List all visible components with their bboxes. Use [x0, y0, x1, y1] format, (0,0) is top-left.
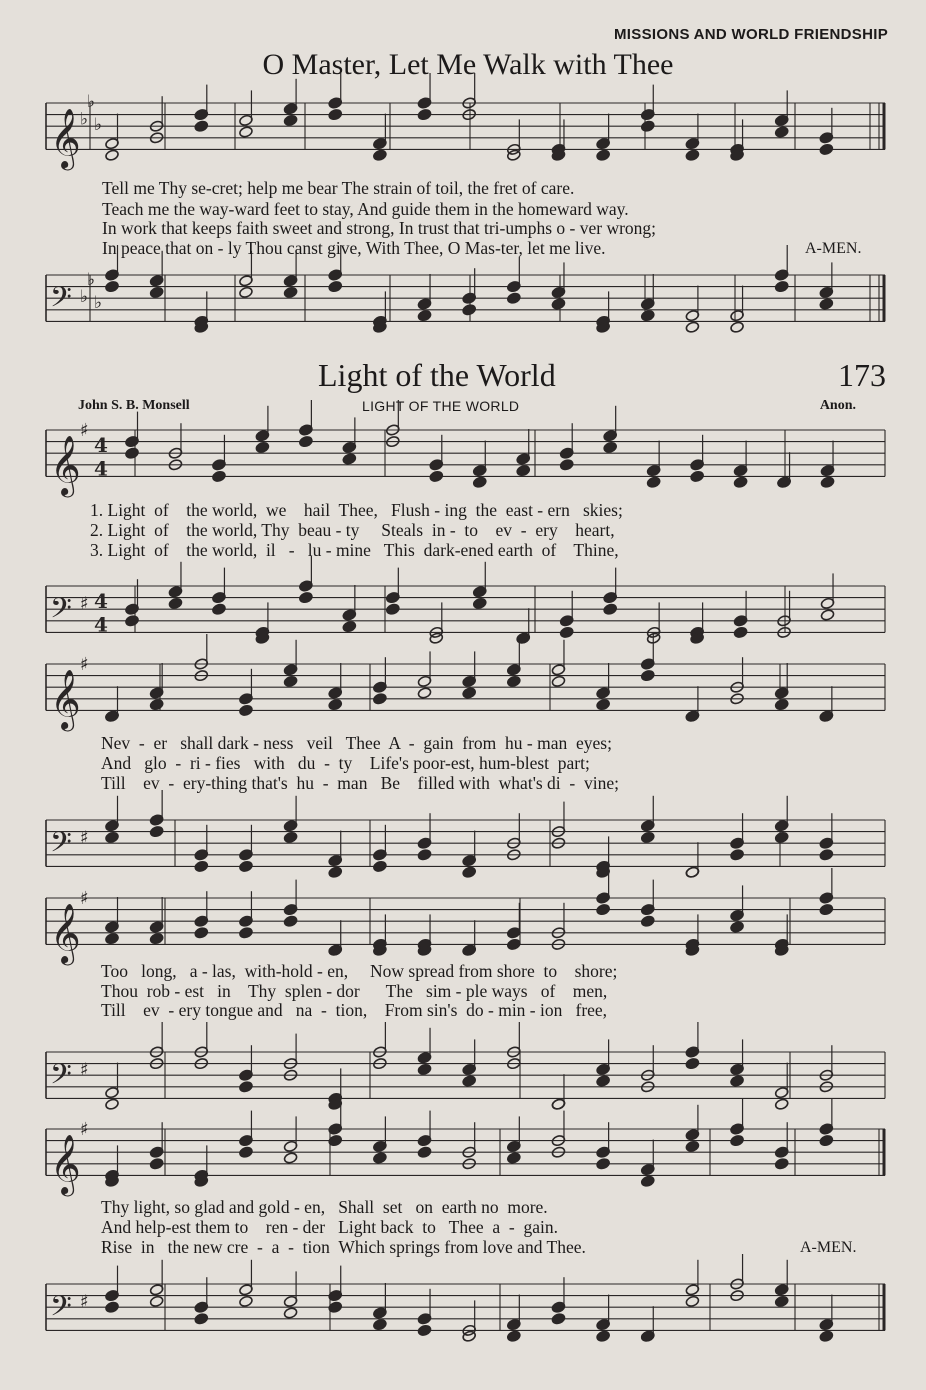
note-head [730, 921, 745, 934]
note-head [559, 626, 574, 639]
note-head [239, 860, 254, 873]
note-head [328, 698, 343, 711]
note-head [373, 693, 388, 706]
note-head [385, 603, 400, 616]
note-head [774, 1295, 789, 1308]
note-head [373, 1152, 388, 1165]
time-signature-bottom: 4 [94, 612, 108, 637]
bass-clef-icon: 𝄢 [50, 1289, 72, 1330]
note-head [283, 915, 298, 928]
note-head [328, 108, 343, 121]
previous-hymn-verse-line: Tell me Thy se-cret; help me bear The strain of toil, the fret of care. [102, 178, 575, 198]
note-head [328, 280, 343, 293]
lyric-line: Till ev - ery-thing that's hu - man Be filled with what's di - vine; [101, 773, 619, 793]
note-head [820, 476, 835, 489]
flat-icon: ♭ [87, 269, 96, 290]
note-head [342, 453, 357, 466]
note-head [373, 860, 388, 873]
note-head [328, 866, 343, 879]
note-head [640, 1175, 655, 1188]
note-head [105, 149, 120, 162]
note-head [596, 1158, 611, 1171]
note-head [730, 1134, 745, 1147]
note-head [774, 831, 789, 844]
note-head [774, 1158, 789, 1171]
note-head [373, 1318, 388, 1331]
note-head [819, 849, 834, 862]
note-head [212, 470, 227, 483]
note-head [194, 860, 209, 873]
lyric-line: And help-est them to ren - der Light back to Thee a - gain. [101, 1217, 558, 1237]
note-head [149, 286, 164, 299]
previous-hymn-verse-line: In peace that on - ly Thou canst give, With Thee, O Mas-ter, let me live. [102, 238, 606, 258]
note-head [283, 114, 298, 127]
note-head [373, 149, 388, 162]
sharp-icon: ♯ [80, 1291, 89, 1313]
note-head [283, 831, 298, 844]
note-head [125, 615, 140, 628]
note-head [596, 149, 611, 162]
treble-clef-icon: 𝄞 [50, 669, 81, 730]
note-head [462, 304, 477, 317]
note-head [239, 126, 254, 139]
note-head [194, 120, 209, 133]
note-head [462, 1075, 477, 1088]
note-head [462, 866, 477, 879]
note-head [105, 280, 120, 293]
note-head [472, 476, 487, 489]
note-head [105, 831, 120, 844]
note-head [149, 1158, 164, 1171]
hymn-amen: A-MEN. [800, 1239, 857, 1256]
note-head [212, 603, 227, 616]
sharp-icon: ♯ [80, 888, 89, 909]
note-head [239, 704, 254, 717]
note-head [733, 476, 748, 489]
flat-icon: ♭ [80, 287, 89, 308]
lyric-line: Thy light, so glad and gold - en, Shall set on earth no more. [101, 1197, 548, 1217]
note-head [125, 447, 140, 460]
treble-clef-icon: 𝄞 [50, 108, 81, 169]
note-head [819, 143, 834, 156]
note-head [730, 321, 745, 334]
note-head [462, 687, 477, 700]
note-head [194, 927, 209, 940]
note-head [774, 126, 789, 139]
note-head [417, 849, 432, 862]
note-head [506, 1330, 521, 1343]
sharp-icon: ♯ [80, 1059, 89, 1081]
time-signature-top: 4 [94, 433, 108, 458]
note-head [640, 831, 655, 844]
note-head [819, 1134, 834, 1147]
hymn-composer: Anon. [819, 398, 856, 413]
note-head [596, 903, 611, 916]
previous-hymn-title: O Master, Let Me Walk with Thee [262, 48, 674, 81]
note-head [239, 927, 254, 940]
note-head [506, 675, 521, 688]
note-head [283, 675, 298, 688]
note-head [417, 1324, 432, 1337]
hymn-number: 173 [838, 357, 886, 393]
note-head [283, 1152, 298, 1165]
note-head [299, 435, 314, 448]
note-head [506, 938, 521, 951]
note-head [417, 1063, 432, 1076]
sharp-icon: ♯ [80, 654, 89, 675]
note-head [685, 1295, 700, 1308]
note-head [685, 149, 700, 162]
note-head [596, 1075, 611, 1088]
note-head [774, 1098, 789, 1111]
previous-hymn-verse-line: In work that keeps faith sweet and strong, In trust that tri-umphs o - ver wrong; [102, 218, 657, 238]
note-head [685, 1140, 700, 1153]
note-head [730, 1075, 745, 1088]
note-head [733, 626, 748, 639]
note-head [105, 1301, 120, 1314]
flat-icon: ♭ [94, 115, 103, 136]
note-head [506, 292, 521, 305]
lyric-line: Rise in the new cre - a - tion Which springs from love and Thee. [101, 1237, 586, 1257]
note-head [149, 698, 164, 711]
note-head [640, 669, 655, 682]
note-head [819, 298, 834, 311]
note-head [417, 309, 432, 322]
lyric-line: Till ev - ery tongue and na - tion, From sin's do - min - ion free, [101, 1000, 608, 1020]
note-head [239, 286, 254, 299]
previous-hymn-amen: A-MEN. [805, 240, 862, 257]
note-head [149, 932, 164, 945]
note-head [255, 441, 270, 454]
note-head [417, 108, 432, 121]
note-head [472, 597, 487, 610]
bass-clef-icon: 𝄢 [50, 825, 72, 866]
note-head [105, 1098, 120, 1111]
note-head [283, 286, 298, 299]
note-head [239, 1081, 254, 1094]
lyric-line: 3. Light of the world, il - lu - mine This dark-ened earth of Thine, [90, 540, 619, 560]
lyric-line: 2. Light of the world, Thy beau - ty Steals in - to ev - ery heart, [90, 520, 615, 540]
note-head [774, 280, 789, 293]
note-head [640, 309, 655, 322]
note-head [551, 298, 566, 311]
bass-clef-icon: 𝄢 [50, 591, 72, 632]
time-signature-top: 4 [94, 589, 108, 614]
note-head [239, 1295, 254, 1308]
treble-clef-icon: 𝄞 [50, 435, 81, 496]
note-head [417, 1146, 432, 1159]
note-head [774, 698, 789, 711]
section-heading: MISSIONS AND WORLD FRIENDSHIP [614, 26, 888, 43]
note-head [596, 1330, 611, 1343]
note-head [299, 591, 314, 604]
note-head [551, 675, 566, 688]
lyric-line: Thou rob - est in Thy splen - dor The sim - ple ways of men, [101, 981, 608, 1001]
note-head [559, 459, 574, 472]
note-head [342, 620, 357, 633]
note-head [685, 1057, 700, 1070]
time-signature-bottom: 4 [94, 456, 108, 481]
sharp-icon: ♯ [80, 420, 89, 441]
lyric-line: Nev - er shall dark - ness veil Thee A - gain from hu - man eyes; [101, 733, 612, 753]
note-head [819, 903, 834, 916]
hymn-title: Light of the World [318, 357, 556, 393]
treble-clef-icon: 𝄞 [50, 1134, 81, 1195]
note-head [168, 597, 183, 610]
flat-icon: ♭ [87, 92, 96, 112]
treble-clef-icon: 𝄞 [50, 903, 81, 964]
note-head [516, 464, 531, 477]
note-head [646, 476, 661, 489]
note-head [506, 1152, 521, 1165]
note-head [194, 1313, 209, 1326]
hymn-author: John S. B. Monsell [78, 398, 190, 413]
flat-icon: ♭ [94, 293, 103, 313]
previous-hymn-verse-line: Teach me the way-ward feet to stay, And guide them in the homeward way. [102, 199, 629, 219]
lyric-line: Too long, a - las, with-hold - en, Now spread from shore to shore; [101, 961, 618, 981]
note-head [820, 609, 835, 622]
sharp-icon: ♯ [80, 593, 89, 615]
note-head [603, 603, 618, 616]
note-head [596, 698, 611, 711]
bass-clef-icon: 𝄢 [50, 1057, 72, 1098]
note-head [685, 321, 700, 334]
bass-clef-icon: 𝄢 [50, 280, 72, 321]
note-head [149, 1295, 164, 1308]
note-head [640, 915, 655, 928]
flat-icon: ♭ [80, 109, 89, 130]
note-head [105, 932, 120, 945]
sharp-icon: ♯ [80, 827, 89, 849]
note-head [239, 1146, 254, 1159]
note-head [640, 120, 655, 133]
note-head [283, 1307, 298, 1320]
note-head [429, 470, 444, 483]
sharp-icon: ♯ [80, 1119, 89, 1140]
tune-name: LIGHT OF THE WORLD [362, 398, 520, 414]
note-head [149, 825, 164, 838]
note-head [819, 1330, 834, 1343]
note-head [603, 441, 618, 454]
note-head [690, 470, 705, 483]
note-head [417, 687, 432, 700]
note-head [551, 1313, 566, 1326]
lyric-line: 1. Light of the world, we hail Thee, Flush - ing the east - ern skies; [90, 500, 623, 520]
note-head [730, 849, 745, 862]
lyric-line: And glo - ri - fies with du - ty Life's poor-est, hum-blest part; [101, 753, 590, 773]
